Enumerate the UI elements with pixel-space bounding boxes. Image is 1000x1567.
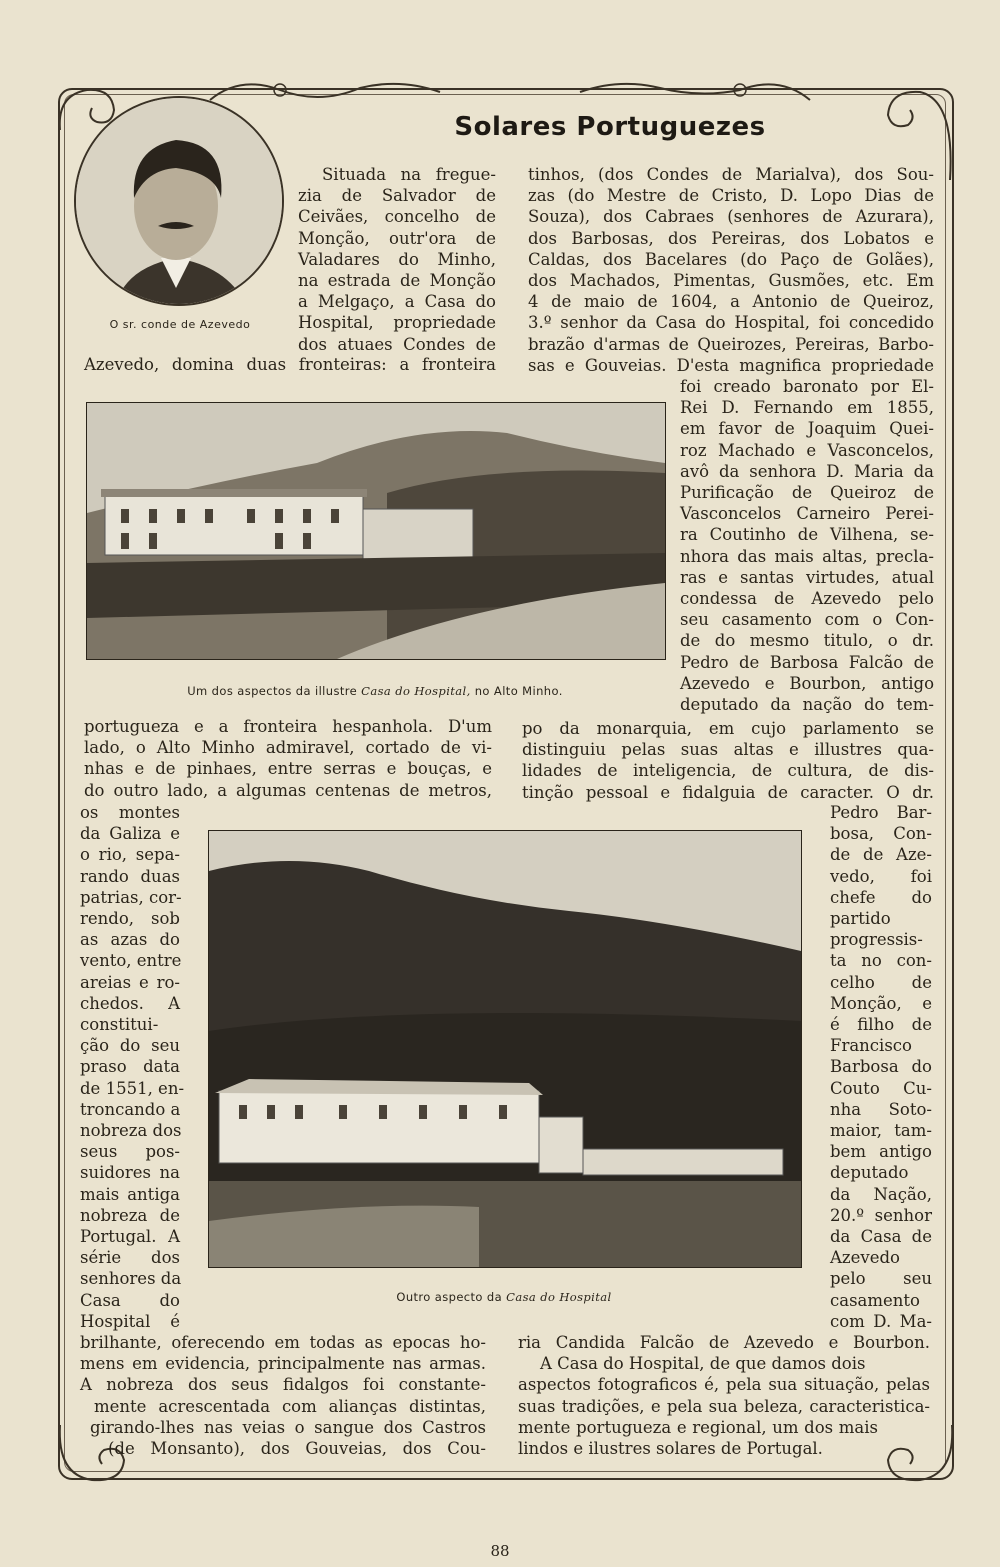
text-line: do outro lado, a algumas centenas de metros, xyxy=(84,780,492,800)
text-line: celho de xyxy=(830,972,932,992)
text-line: Monção, e xyxy=(830,993,932,1013)
text-line: de do mesmo titulo, o dr. xyxy=(680,631,934,651)
text-line: ta no con- xyxy=(830,951,932,971)
text-line: ra Coutinho de Vilhena, se- xyxy=(680,525,934,545)
portrait-caption: O sr. conde de Azevedo xyxy=(109,318,251,331)
text-line: (de Monsanto), dos Gouveias, dos Cou- xyxy=(108,1439,486,1459)
text-line: suas tradições, e pela sua beleza, caracteristica- xyxy=(518,1396,930,1416)
text-line: a Melgaço, a Casa do xyxy=(298,292,496,312)
text-line: casamento xyxy=(830,1290,920,1310)
column-1-wrap xyxy=(80,802,185,1332)
text-line: da Nação, xyxy=(830,1184,932,1204)
text-line: bem antigo xyxy=(830,1142,932,1162)
text-line: em favor de Joaquim Quei- xyxy=(680,419,934,439)
text-line: distinguiu pelas suas altas e illustres qua- xyxy=(522,740,934,760)
text-line: seu casamento com o Con- xyxy=(680,610,934,630)
text-line: nha Soto- xyxy=(830,1099,932,1119)
text-line: vento, entre xyxy=(80,951,182,971)
column-2-narrow xyxy=(680,376,934,715)
text-line: patrias, cor- xyxy=(80,887,182,907)
column-2-top xyxy=(528,164,934,376)
text-line: constitui- xyxy=(80,1015,159,1035)
text-line: roz Machado e Vasconcelos, xyxy=(680,440,934,460)
text-line: as azas do xyxy=(80,930,180,950)
text-line: maior, tam- xyxy=(830,1121,932,1141)
caption-emphasis: Casa do Hospital xyxy=(506,1290,612,1304)
text-line: po da monarquia, em cujo parlamento se xyxy=(522,719,934,738)
text-line: Francisco xyxy=(830,1036,912,1056)
text-line: lado, o Alto Minho admiravel, cortado de vi- xyxy=(84,738,492,758)
text-line: Hospital, propriedade xyxy=(298,313,496,333)
photo-caption-top xyxy=(86,684,664,698)
text-line: tinção pessoal e fidalguia de caracter. O dr. xyxy=(522,782,934,802)
text-line: Souza), dos Cabraes (senhores de Azurara), xyxy=(528,207,934,227)
text-line: Portugal. A xyxy=(80,1227,180,1247)
text-line: Ceivães, concelho de xyxy=(298,207,496,227)
text-line: Pedro Bar- xyxy=(830,803,932,822)
column-1-bottom xyxy=(80,1332,486,1459)
column-1-mid xyxy=(84,716,492,801)
portrait-photo xyxy=(74,96,284,306)
text-line: 4 de maio de 1604, a Antonio de Queiroz, xyxy=(528,292,934,312)
top-scroll-ornament xyxy=(200,70,820,110)
text-line: Vasconcelos Carneiro Perei- xyxy=(680,504,934,524)
text-line: da Galiza e xyxy=(80,824,180,844)
caption-text: Outro aspecto da xyxy=(396,1290,507,1304)
text-line: lidades de inteligencia, de cultura, de dis- xyxy=(522,761,934,781)
text-line: praso data xyxy=(80,1057,180,1077)
text-line: Valadares do Minho, xyxy=(298,249,496,269)
text-line: dos Barbosas, dos Pereiras, dos Lobatos e xyxy=(528,228,934,248)
caption-text: no Alto Minho. xyxy=(470,684,563,698)
text-line: é filho de xyxy=(830,1015,932,1035)
text-line: areias e ro- xyxy=(80,972,180,992)
text-line: A nobreza dos seus fidalgos foi constante- xyxy=(80,1375,486,1395)
text-line: Hospital é xyxy=(80,1311,180,1331)
photo-caption-bottom xyxy=(208,1290,800,1304)
text-line: brazão d'armas de Queirozes, Pereiras, Barbo- xyxy=(528,334,934,354)
text-line: dos atuaes Condes de xyxy=(298,334,496,354)
text-line: seus pos- xyxy=(80,1142,180,1162)
caption-emphasis: Casa do Hospital, xyxy=(361,684,471,698)
column-2-wrap xyxy=(830,802,932,1332)
text-line: avô da senhora D. Maria da xyxy=(680,461,934,481)
text-line: Purificação de Queiroz de xyxy=(680,483,934,503)
text-line: aspectos fotograficos é, pela sua situação, pelas xyxy=(518,1375,930,1395)
text-line: o rio, sepa- xyxy=(80,845,180,865)
text-line: zia de Salvador de xyxy=(298,186,496,206)
text-line: deputado xyxy=(830,1163,909,1183)
text-line: os montes xyxy=(80,803,180,822)
text-line: rendo, sob xyxy=(80,909,180,929)
text-line: mens em evidencia, principalmente nas armas. xyxy=(80,1354,486,1374)
text-line: nhora das mais altas, precla- xyxy=(680,546,934,566)
text-line: pelo seu xyxy=(830,1269,932,1289)
text-line: tinhos, (dos Condes de Marialva), dos Sou- xyxy=(528,165,934,184)
text-line: nobreza dos xyxy=(80,1121,182,1141)
text-line: chedos. A xyxy=(80,993,180,1013)
text-line: portugueza e a fronteira hespanhola. D'um xyxy=(84,717,492,736)
article-title: Solares Portuguezes xyxy=(454,112,766,142)
manor-house-landscape-icon xyxy=(87,403,665,659)
page-number: 88 xyxy=(490,1542,510,1560)
text-line: com D. Ma- xyxy=(830,1311,932,1331)
text-line: chefe do xyxy=(830,887,932,907)
text-line: A Casa do Hospital, de que damos dois xyxy=(540,1354,866,1374)
column-2-bottom xyxy=(518,1332,930,1459)
text-line: Azevedo xyxy=(830,1248,900,1268)
text-line: rando duas xyxy=(80,866,180,886)
photo-casa-hospital-hillside xyxy=(208,830,802,1268)
text-line: vedo, foi xyxy=(830,866,932,886)
column-1-full-line xyxy=(84,354,496,375)
text-line: condessa de Azevedo pelo xyxy=(680,589,934,609)
text-line: senhores da xyxy=(80,1269,182,1289)
column-1-intro xyxy=(298,164,496,355)
photo-casa-hospital-road xyxy=(86,402,666,660)
text-line: progressis- xyxy=(830,930,923,950)
text-line: lindos e ilustres solares de Portugal. xyxy=(518,1439,823,1459)
text-line: Pedro de Barbosa Falcão de xyxy=(680,652,934,672)
text-line: ria Candida Falcão de Azevedo e Bourbon. xyxy=(518,1333,930,1352)
text-line: Couto Cu- xyxy=(830,1078,932,1098)
text-line: troncando a xyxy=(80,1099,181,1119)
text-line: brilhante, oferecendo em todas as epocas ho- xyxy=(80,1333,486,1352)
manor-house-forest-icon xyxy=(209,831,801,1267)
text-line: dos Machados, Pimentas, Gusmões, etc. Em xyxy=(528,271,934,291)
text-line: Monção, outr'ora de xyxy=(298,228,496,248)
text-line: mente acrescentada com alianças distintas, xyxy=(94,1396,486,1416)
caption-text: Um dos aspectos da illustre xyxy=(187,684,362,698)
text-line: deputado da nação do tem- xyxy=(680,695,934,715)
text-line: da Casa de xyxy=(830,1227,932,1247)
text-line: Barbosa do xyxy=(830,1057,932,1077)
text-line: ras e santas virtudes, atual xyxy=(680,567,934,587)
text-line: na estrada de Monção xyxy=(298,271,496,291)
text-line: 3.º senhor da Casa do Hospital, foi concedido xyxy=(528,313,934,333)
column-2-mid xyxy=(522,718,934,803)
text-line: Casa do xyxy=(80,1290,180,1310)
text-line: Situada na fregue- xyxy=(322,165,496,184)
text-line: Rei D. Fernando em 1855, xyxy=(680,398,934,418)
text-line: nobreza de xyxy=(80,1205,180,1225)
text-line: Caldas, dos Bacelares (do Paço de Golães), xyxy=(528,249,934,269)
text-line: bosa, Con- xyxy=(830,824,932,844)
text-line: série dos xyxy=(80,1248,180,1268)
text-line: zas (do Mestre de Cristo, D. Lopo Dias de xyxy=(528,186,934,206)
text-line: suidores na xyxy=(80,1163,180,1183)
text-line: de 1551, en- xyxy=(80,1078,185,1098)
text-line: mente portugueza e regional, um dos mais xyxy=(518,1417,878,1437)
text-line: partido xyxy=(830,909,891,929)
portrait-figure-icon xyxy=(76,98,282,304)
text-line: mais antiga xyxy=(80,1184,180,1204)
text-line: girando-lhes nas veias o sangue dos Castros xyxy=(90,1417,486,1437)
text-line: nhas e de pinhaes, entre serras e bouças, e xyxy=(84,759,492,779)
text-line: 20.º senhor xyxy=(830,1205,932,1225)
text-line: Azevedo e Bourbon, antigo xyxy=(680,673,934,693)
text-line: ção do seu xyxy=(80,1036,180,1056)
text-line: sas e Gouveias. D'esta magnifica propriedade xyxy=(528,355,934,375)
text-line: Azevedo, domina duas fronteiras: a fronteira xyxy=(84,355,496,374)
text-line: de de Aze- xyxy=(830,845,932,865)
text-line: foi creado baronato por El- xyxy=(680,377,934,396)
